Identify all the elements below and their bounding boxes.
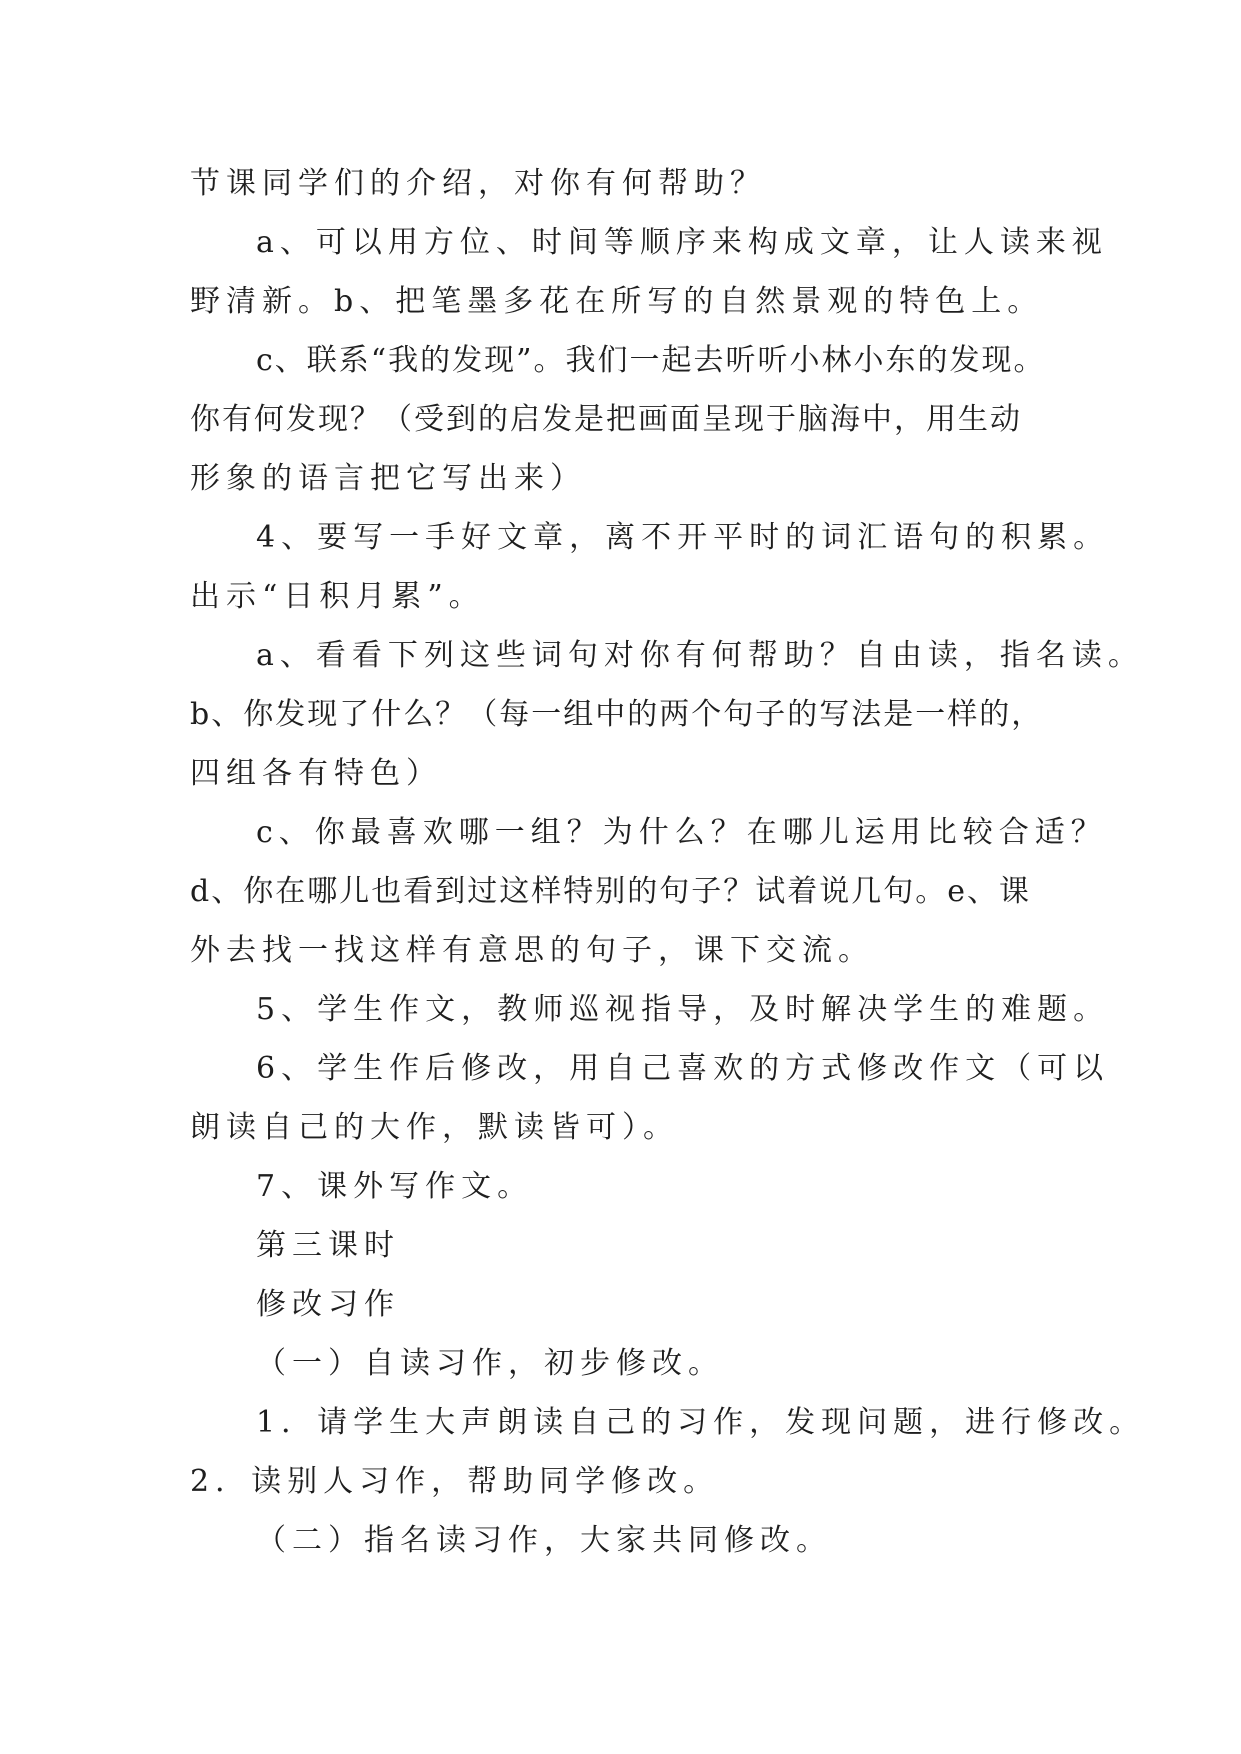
text-line: 5、学生作文，教师巡视指导，及时解决学生的难题。 xyxy=(256,992,1110,1027)
text-line: 2．读别人习作，帮助同学修改。 xyxy=(190,1464,720,1499)
text-line: 出示“日积月累”。 xyxy=(190,579,485,614)
text-line: 你有何发现？（受到的启发是把画面呈现于脑海中，用生动 xyxy=(190,402,1022,437)
text-line: a、看看下列这些词句对你有何帮助？自由读，指名读。 xyxy=(256,638,1144,673)
text-line: 7、课外写作文。 xyxy=(256,1169,534,1204)
text-line: 外去找一找这样有意思的句子，课下交流。 xyxy=(190,933,874,968)
text-line: 4、要写一手好文章，离不开平时的词汇语句的积累。 xyxy=(256,520,1110,555)
text-line: d、你在哪儿也看到过这样特别的句子？试着说几句。e、课 xyxy=(190,874,1031,909)
section-heading: 第三课时 xyxy=(256,1228,400,1263)
text-line: a、可以用方位、时间等顺序来构成文章，让人读来视 xyxy=(256,225,1108,260)
text-line: c、你最喜欢哪一组？为什么？在哪儿运用比较合适？ xyxy=(256,815,1107,850)
section-heading: 修改习作 xyxy=(256,1287,400,1322)
text-line: 6、学生作后修改，用自己喜欢的方式修改作文（可以 xyxy=(256,1051,1110,1086)
text-line: 1．请学生大声朗读自己的习作，发现问题，进行修改。 xyxy=(256,1405,1146,1440)
text-line: （二）指名读习作，大家共同修改。 xyxy=(256,1523,832,1558)
text-line: 四组各有特色） xyxy=(190,756,442,791)
text-line: 朗读自己的大作，默读皆可）。 xyxy=(190,1110,679,1145)
text-line: （一）自读习作，初步修改。 xyxy=(256,1346,724,1381)
text-line: 野清新。b、把笔墨多花在所写的自然景观的特色上。 xyxy=(190,284,1044,319)
text-line: c、联系“我的发现”。我们一起去听听小林小东的发现。 xyxy=(256,343,1046,378)
text-line: 形象的语言把它写出来） xyxy=(190,461,586,496)
text-line: 节课同学们的介绍，对你有何帮助？ xyxy=(190,166,766,201)
text-line: b、你发现了什么？（每一组中的两个句子的写法是一样的， xyxy=(190,697,1044,732)
